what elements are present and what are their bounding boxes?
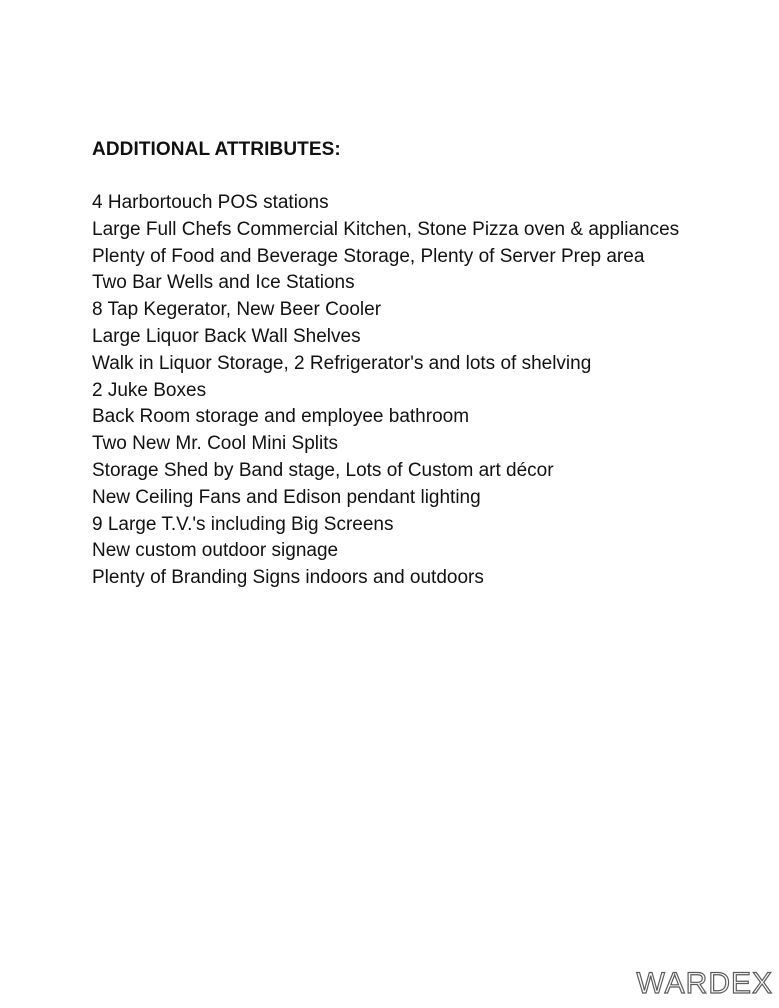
list-item: Two Bar Wells and Ice Stations xyxy=(92,272,355,294)
list-item: Storage Shed by Band stage, Lots of Custom art décor xyxy=(92,459,554,481)
watermark-logo: WARDEX xyxy=(636,967,773,1000)
list-item: 2 Juke Boxes xyxy=(92,379,207,401)
list-item: Large Liquor Back Wall Shelves xyxy=(92,325,361,347)
list-item: Walk in Liquor Storage, 2 Refrigerator's and lots of shelving xyxy=(92,352,592,374)
attribute-list xyxy=(92,190,692,592)
list-item: New custom outdoor signage xyxy=(92,540,339,562)
list-item: New Ceiling Fans and Edison pendant lighting xyxy=(92,486,481,508)
list-item: 8 Tap Kegerator, New Beer Cooler xyxy=(92,299,382,321)
document-content xyxy=(92,137,692,592)
list-item: Two New Mr. Cool Mini Splits xyxy=(92,433,339,455)
list-item: 9 Large T.V.'s including Big Screens xyxy=(92,513,394,535)
page-title: ADDITIONAL ATTRIBUTES: xyxy=(92,139,341,160)
list-item: Large Full Chefs Commercial Kitchen, Stone Pizza oven & appliances Plenty of Food and Beverage Storage, Plenty of Server Prep area xyxy=(92,218,680,267)
list-item: Plenty of Branding Signs indoors and outdoors xyxy=(92,567,484,589)
list-item: 4 Harbortouch POS stations xyxy=(92,192,329,213)
list-item: Back Room storage and employee bathroom xyxy=(92,406,470,428)
